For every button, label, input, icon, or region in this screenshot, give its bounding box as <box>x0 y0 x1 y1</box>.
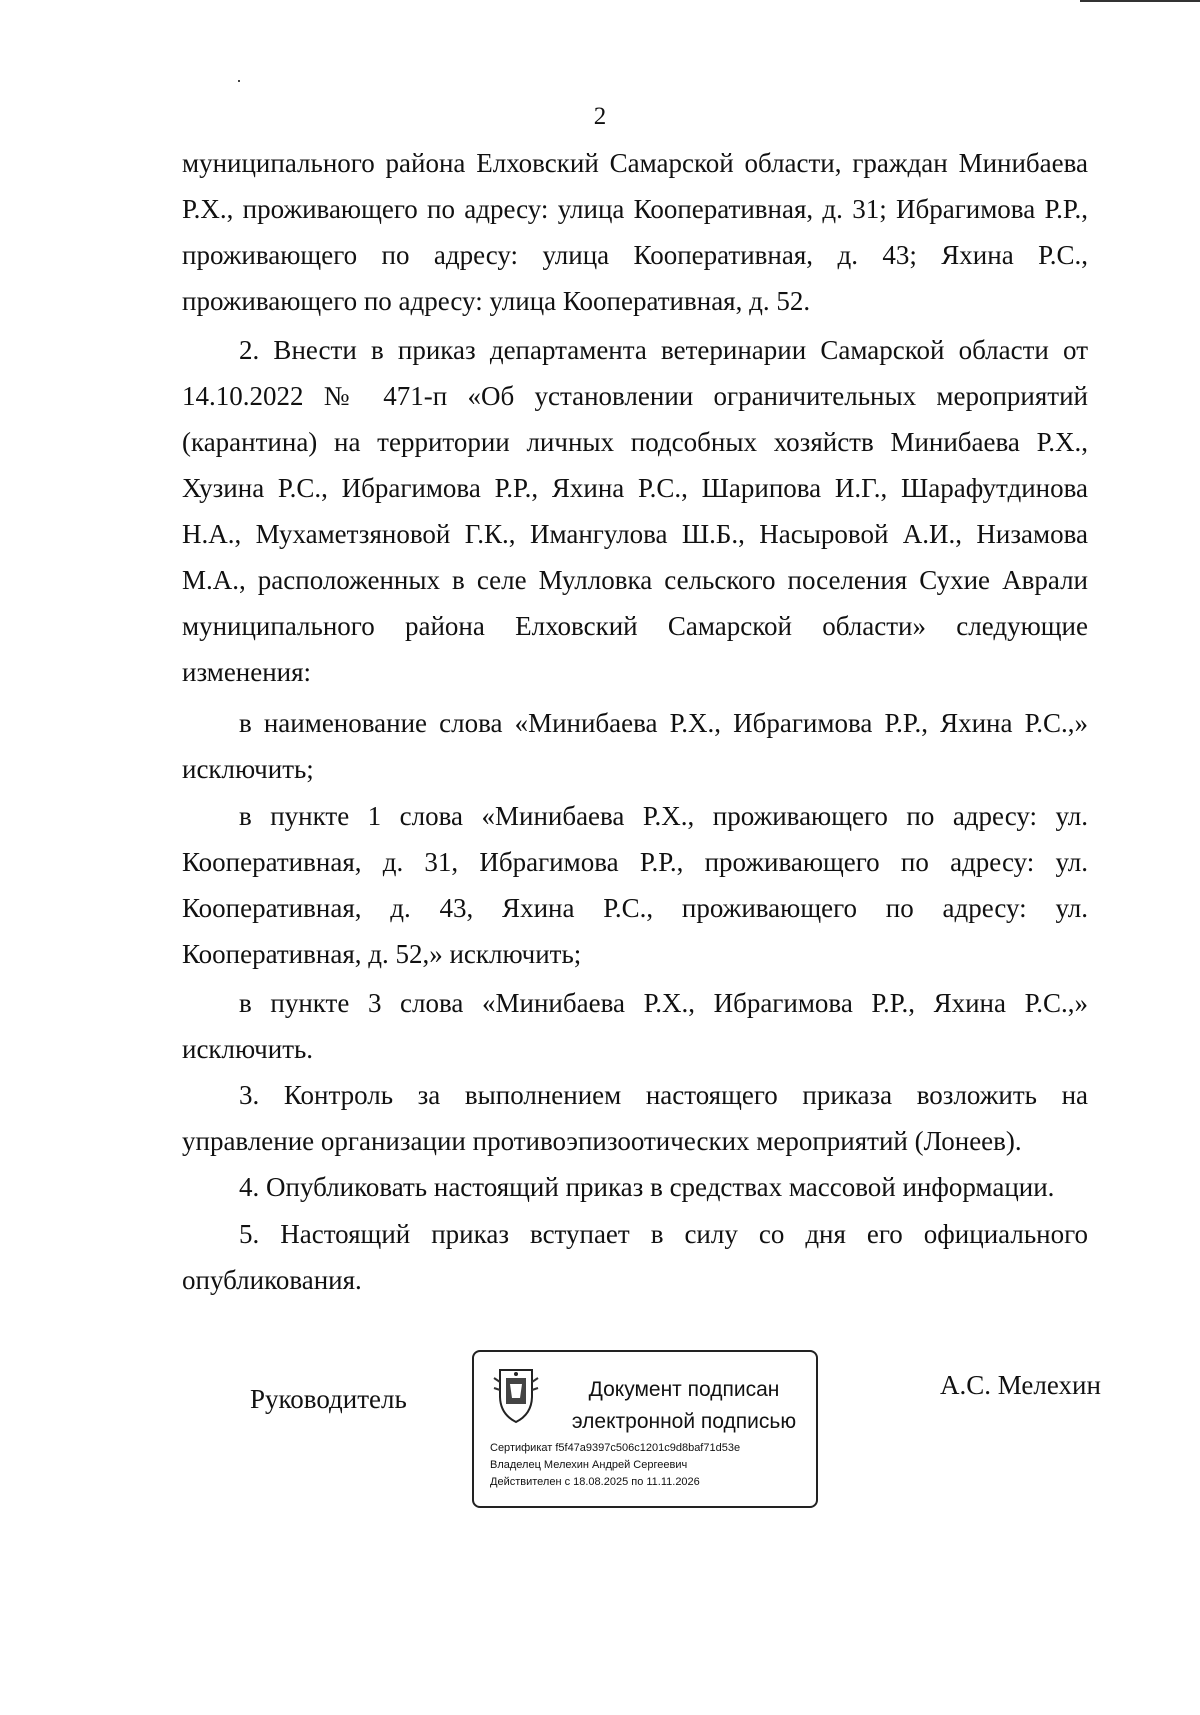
stamp-title <box>564 1374 804 1438</box>
coat-of-arms-icon <box>492 1366 540 1424</box>
signatory-name: А.С. Мелехин <box>940 1370 1101 1400</box>
certificate-details <box>490 1440 740 1491</box>
certificate-validity: Действителен с 18.08.2025 по 11.11.2026 <box>490 1476 700 1488</box>
paragraph-item-5: 5. Настоящий приказ вступает в силу со дня его официального опубликования. <box>182 1219 1088 1295</box>
paragraph-change-title: в наименование слова «Минибаева Р.Х., Ибрагимова Р.Р., Яхина Р.С.,» исключить; <box>182 708 1088 784</box>
page-number: 2 <box>593 103 607 130</box>
paragraph-item-3: 3. Контроль за выполнением настоящего приказа возложить на управление организации противоэпизоотических мероприятий (Лонеев). <box>182 1080 1088 1156</box>
scan-dot <box>238 80 240 82</box>
scan-edge-mark <box>1080 0 1200 2</box>
paragraph-item-2: 2. Внести в приказ департамента ветеринарии Самарской области от 14.10.2022 № 471-п «Об установлении ограничительных мероприятий (карантина) на территории личных подсобных хозяйств Минибаева Р.Х., Хузина Р.С., Ибрагимова Р.Р., Яхина Р.С., Шарипова И.Г., Шарафутдинова Н.А., Мухаметзяновой Г.К., Имангулова Ш.Б., Насыровой А.И., Низамова М.А., расположенных в селе Мулловка сельского поселения Сухие Аврали муниципального района Елховский Самарской области» следующие изменения: <box>182 335 1088 687</box>
stamp-title-line-2: электронной подписью <box>571 1410 797 1433</box>
stamp-title-line-1: Документ подписан <box>588 1378 780 1401</box>
paragraph-item-4: 4. Опубликовать настоящий приказ в средствах массовой информации. <box>239 1172 1055 1202</box>
certificate-owner: Владелец Мелехин Андрей Сергеевич <box>490 1459 688 1471</box>
paragraph-change-point-3: в пункте 3 слова «Минибаева Р.Х., Ибрагимова Р.Р., Яхина Р.С.,» исключить. <box>182 988 1088 1064</box>
certificate-number: Сертификат f5f47a9397c506c1201c9d8baf71d53e <box>490 1442 741 1454</box>
signatory-role: Руководитель <box>250 1384 407 1414</box>
electronic-signature-stamp <box>472 1350 818 1508</box>
paragraph-change-point-1: в пункте 1 слова «Минибаева Р.Х., проживающего по адресу: ул. Кооперативная, д. 31, Ибрагимова Р.Р., проживающего по адресу: ул. Кооперативная, д. 43, Яхина Р.С., проживающего по адресу: ул. Кооперативная, д. 52,» исключить; <box>182 801 1088 969</box>
paragraph-continuation: муниципального района Елховский Самарской области, граждан Минибаева Р.Х., проживающего по адресу: улица Кооперативная, д. 31; Ибрагимова Р.Р., проживающего по адресу: улица Кооперативная, д. 43; Яхина Р.С., проживающего по адресу: улица Кооперативная, д. 52. <box>182 148 1088 316</box>
